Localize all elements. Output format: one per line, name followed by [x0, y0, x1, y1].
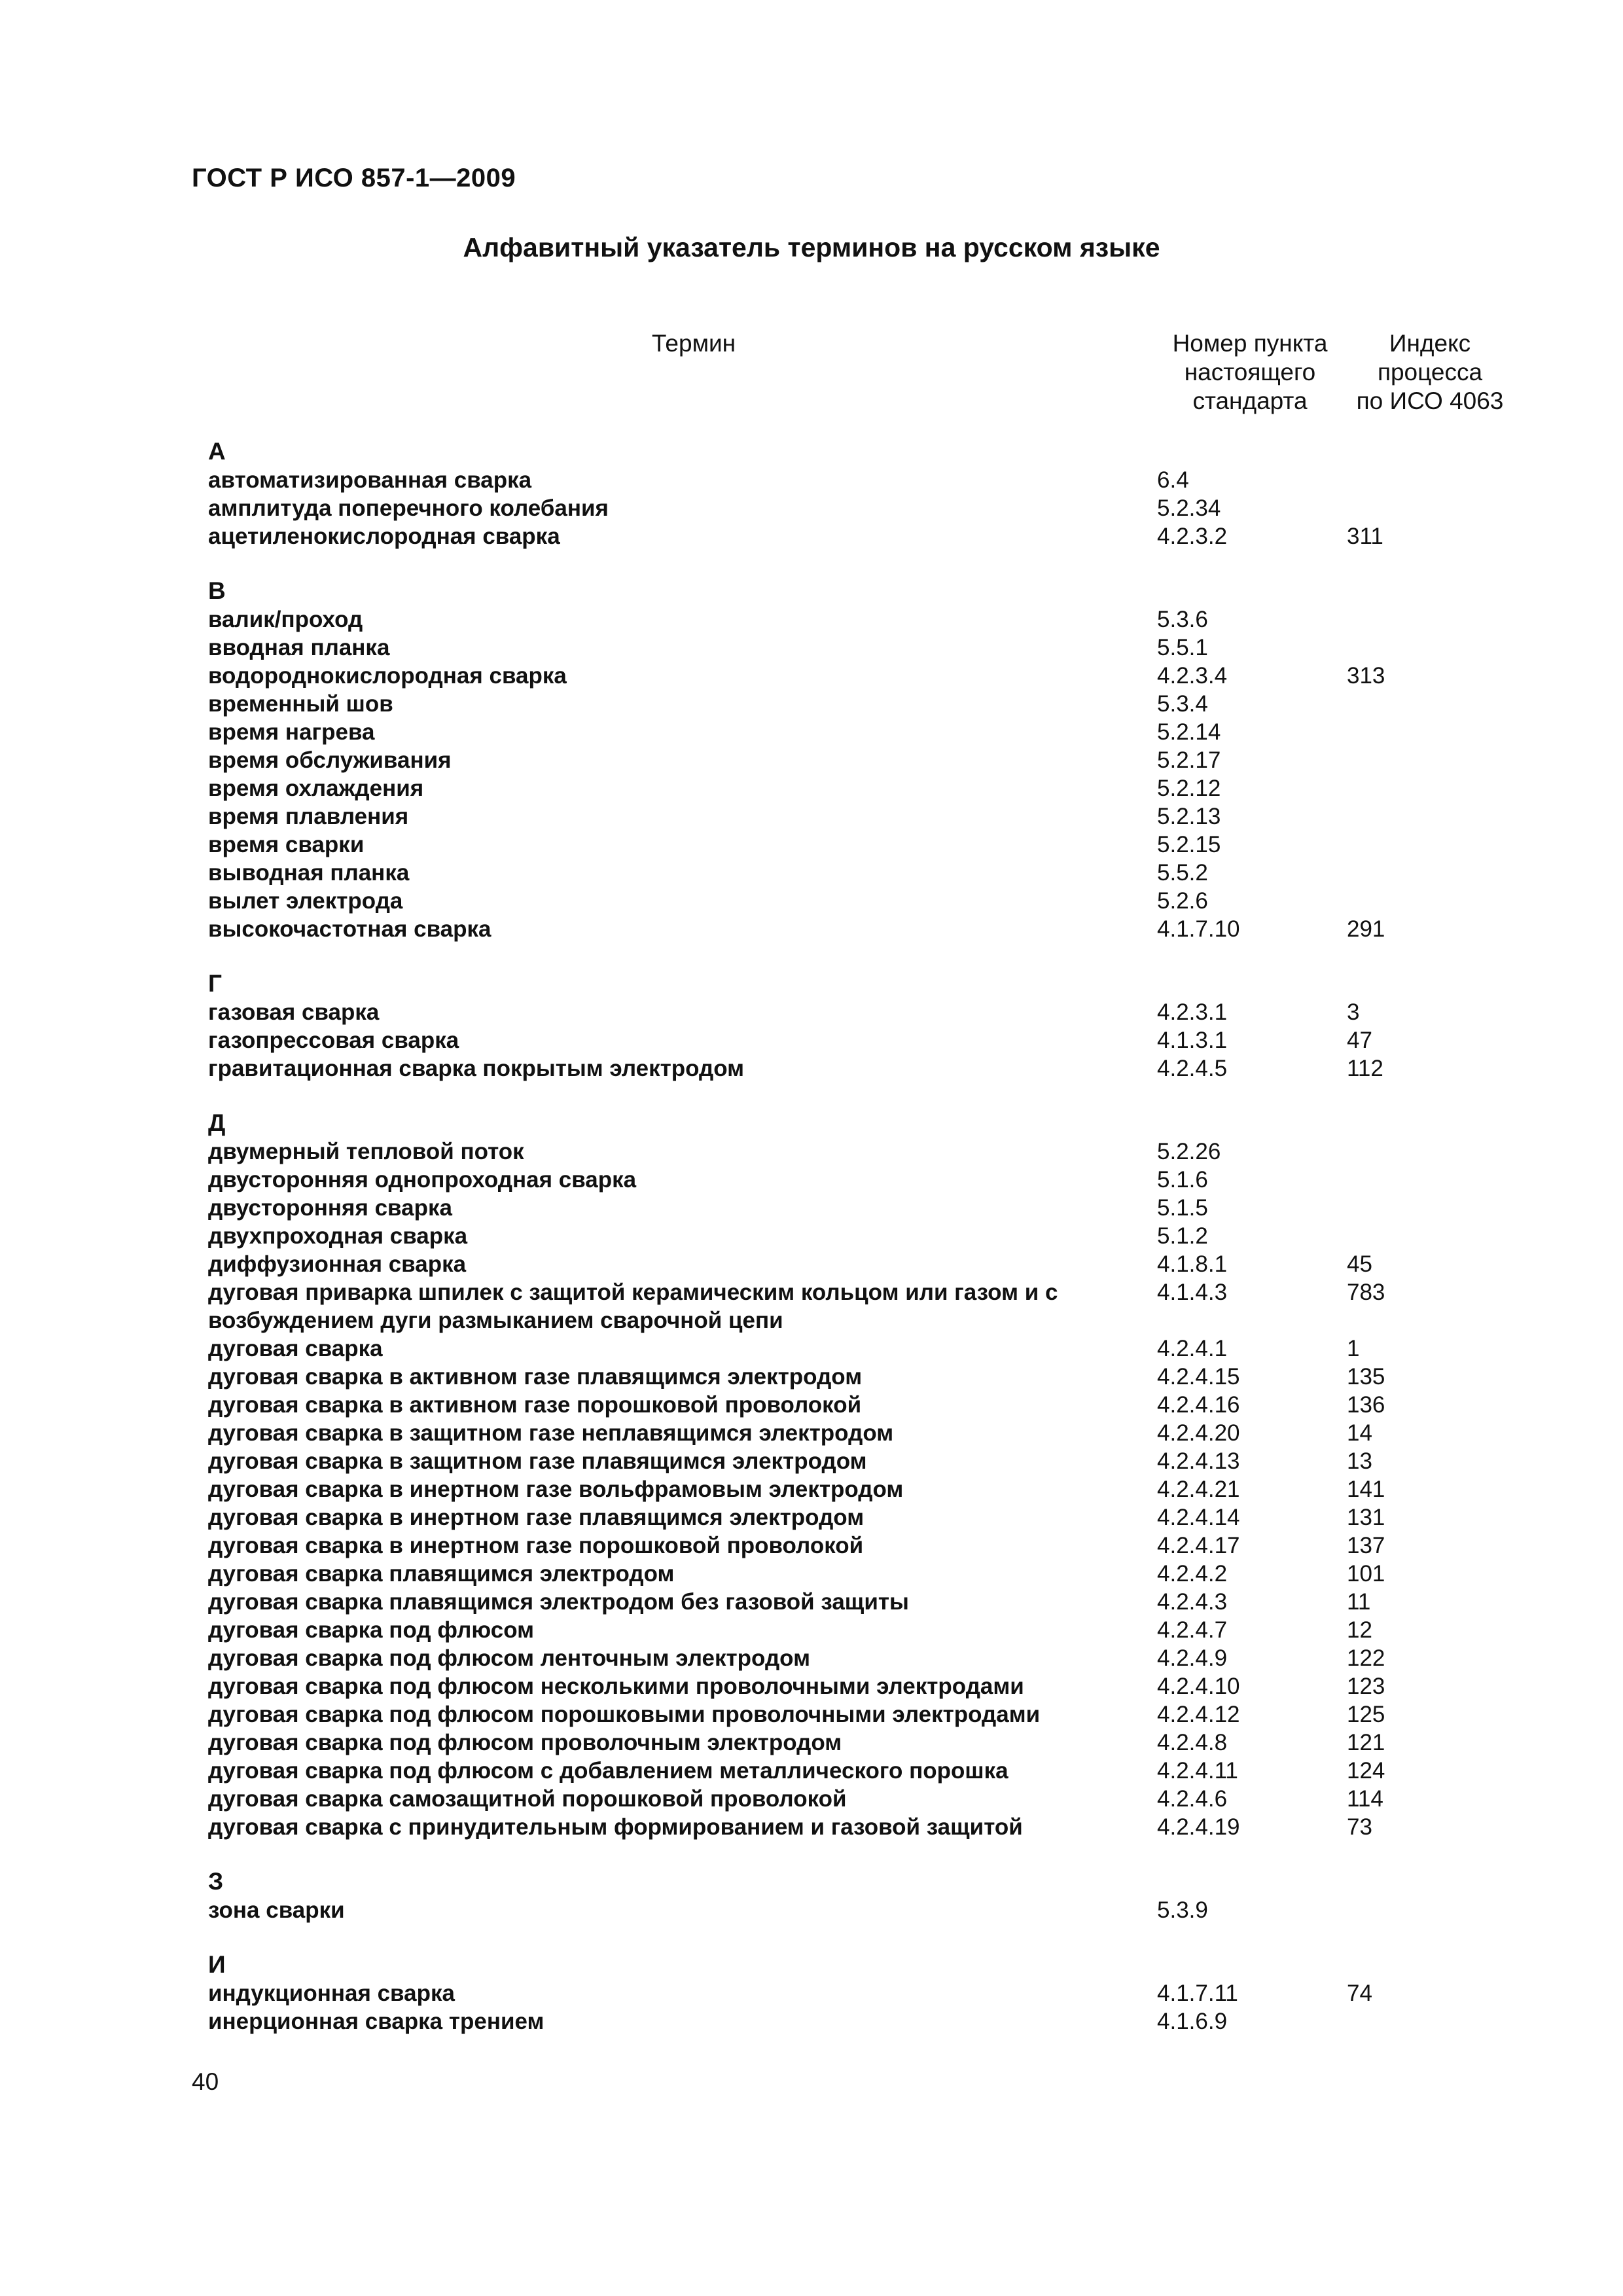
letter-heading: З — [208, 1868, 224, 1895]
entry-term: диффузионная сварка — [208, 1251, 467, 1277]
entry-clause-number: 5.5.2 — [1157, 860, 1208, 886]
entry-process-index: 122 — [1347, 1645, 1385, 1671]
index-entry-row — [208, 859, 1543, 887]
entry-clause-number: 4.2.4.13 — [1157, 1448, 1240, 1474]
entry-clause-number: 4.2.4.16 — [1157, 1392, 1240, 1418]
entry-term: газовая сварка — [208, 999, 380, 1025]
entry-clause-number: 4.2.3.2 — [1157, 524, 1228, 549]
entry-process-index: 14 — [1347, 1420, 1372, 1446]
index-entry-row — [208, 1813, 1543, 1841]
page-title: Алфавитный указатель терминов на русском языке — [463, 232, 1160, 262]
entry-term: инерционная сварка трением — [208, 2009, 544, 2034]
entry-clause-number: 4.2.4.11 — [1157, 1758, 1238, 1784]
column-header-index-line: по ИСО 4063 — [1356, 387, 1504, 414]
term-index-list — [208, 437, 1543, 2062]
entry-term: дуговая сварка самозащитной порошковой проволокой — [208, 1786, 847, 1812]
index-entry-row — [208, 2007, 1543, 2036]
entry-term: двусторонняя сварка — [208, 1195, 452, 1221]
index-entry-row — [208, 802, 1543, 831]
index-entry-row — [208, 1672, 1543, 1700]
entry-clause-number: 4.2.4.6 — [1157, 1786, 1228, 1812]
entry-term: индукционная сварка — [208, 1981, 455, 2006]
entry-term: дуговая сварка под флюсом ленточным электродом — [208, 1645, 810, 1671]
entry-term: валик/проход — [208, 607, 363, 632]
entry-term: дуговая сварка — [208, 1336, 383, 1361]
entry-process-index: 45 — [1347, 1251, 1372, 1277]
index-entry-row — [208, 1475, 1543, 1503]
entry-term: дуговая сварка с принудительным формированием и газовой защитой — [208, 1814, 1023, 1840]
index-entry-row — [208, 831, 1543, 859]
entry-clause-number: 4.2.4.12 — [1157, 1702, 1240, 1727]
entry-process-index: 47 — [1347, 1028, 1372, 1053]
entry-process-index: 136 — [1347, 1392, 1385, 1418]
entry-clause-number: 4.1.7.10 — [1157, 916, 1240, 942]
entry-clause-number: 4.2.4.5 — [1157, 1056, 1228, 1081]
entry-process-index: 112 — [1347, 1056, 1383, 1081]
entry-clause-number: 4.2.4.1 — [1157, 1336, 1228, 1361]
entry-clause-number: 5.1.6 — [1157, 1167, 1208, 1193]
index-entry-row — [208, 746, 1543, 774]
entry-clause-number: 5.2.15 — [1157, 832, 1221, 857]
index-entry-row — [208, 1363, 1543, 1391]
entry-term: дуговая приварка шпилек с защитой керамическим кольцом или газом и с возбуждением дуги размыканием сварочной цепи — [208, 1280, 1058, 1333]
entry-term: дуговая сварка в защитном газе плавящимся электродом — [208, 1448, 867, 1474]
entry-clause-number: 4.1.4.3 — [1157, 1280, 1228, 1305]
entry-term: дуговая сварка в инертном газе вольфрамовым электродом — [208, 1477, 904, 1502]
entry-process-index: 291 — [1347, 916, 1385, 942]
index-entry-row — [208, 1729, 1543, 1757]
entry-process-index: 137 — [1347, 1533, 1385, 1558]
entry-clause-number: 4.2.4.8 — [1157, 1730, 1228, 1755]
entry-term: ацетиленокислородная сварка — [208, 524, 560, 549]
entry-clause-number: 5.2.34 — [1157, 495, 1221, 521]
entry-term: дуговая сварка под флюсом порошковыми проволочными электродами — [208, 1702, 1041, 1727]
entry-term: высокочастотная сварка — [208, 916, 491, 942]
entry-process-index: 125 — [1347, 1702, 1385, 1727]
entry-term: время нагрева — [208, 719, 375, 745]
index-entry-row — [208, 1026, 1543, 1054]
entry-term: дуговая сварка в активном газе плавящимся электродом — [208, 1364, 863, 1390]
entry-term: зона сварки — [208, 1897, 345, 1923]
entry-clause-number: 4.2.4.9 — [1157, 1645, 1228, 1671]
letter-group — [208, 1867, 1543, 1924]
entry-clause-number: 4.1.7.11 — [1157, 1981, 1238, 2006]
entry-clause-number: 6.4 — [1157, 467, 1189, 493]
entry-process-index: 11 — [1347, 1589, 1371, 1615]
index-entry-row — [208, 774, 1543, 802]
column-header-clause-number — [1152, 329, 1348, 416]
index-entry-row — [208, 1250, 1543, 1278]
index-entry-row — [208, 1560, 1543, 1588]
entry-process-index: 123 — [1347, 1674, 1385, 1699]
entry-clause-number: 4.1.3.1 — [1157, 1028, 1228, 1053]
entry-term: выводная планка — [208, 860, 410, 886]
index-entry-row — [208, 1979, 1543, 2007]
index-entry-row — [208, 1616, 1543, 1644]
entry-process-index: 124 — [1347, 1758, 1385, 1784]
letter-group — [208, 969, 1543, 1083]
entry-process-index: 121 — [1347, 1730, 1385, 1755]
entry-process-index: 313 — [1347, 663, 1385, 689]
index-entry-row — [208, 1532, 1543, 1560]
entry-term: время сварки — [208, 832, 365, 857]
entry-clause-number: 5.3.4 — [1157, 691, 1208, 717]
letter-heading: А — [208, 438, 226, 465]
index-entry-row — [208, 690, 1543, 718]
entry-term: дуговая сварка под флюсом несколькими проволочными электродами — [208, 1674, 1024, 1699]
index-entry-row — [208, 1785, 1543, 1813]
index-entry-row — [208, 1278, 1543, 1335]
column-header-clause-line: стандарта — [1192, 387, 1308, 414]
letter-group — [208, 437, 1543, 550]
entry-term: дуговая сварка под флюсом — [208, 1617, 535, 1643]
index-entry-row — [208, 1896, 1543, 1924]
entry-clause-number: 4.2.4.17 — [1157, 1533, 1240, 1558]
index-entry-row — [208, 1391, 1543, 1419]
index-entry-row — [208, 634, 1543, 662]
letter-group — [208, 1950, 1543, 2036]
entry-clause-number: 5.2.17 — [1157, 747, 1221, 773]
entry-process-index: 783 — [1347, 1280, 1385, 1305]
entry-process-index: 1 — [1347, 1336, 1360, 1361]
index-entry-row — [208, 998, 1543, 1026]
entry-clause-number: 5.1.2 — [1157, 1223, 1208, 1249]
entry-clause-number: 4.2.4.21 — [1157, 1477, 1240, 1502]
entry-term: водороднокислородная сварка — [208, 663, 567, 689]
index-entry-row — [208, 1503, 1543, 1532]
entry-term: дуговая сварка плавящимся электродом без газовой защиты — [208, 1589, 909, 1615]
document-header: ГОСТ Р ИСО 857-1—2009 — [192, 164, 516, 192]
index-entry-row — [208, 1644, 1543, 1672]
entry-clause-number: 4.2.4.20 — [1157, 1420, 1240, 1446]
index-entry-row — [208, 1419, 1543, 1447]
entry-term: двумерный тепловой поток — [208, 1139, 524, 1164]
index-entry-row — [208, 1447, 1543, 1475]
letter-group — [208, 577, 1543, 943]
entry-clause-number: 5.2.13 — [1157, 804, 1221, 829]
column-header-index-line: процесса — [1377, 359, 1483, 386]
letter-heading: И — [208, 1951, 226, 1978]
index-entry-row — [208, 1335, 1543, 1363]
index-entry-row — [208, 494, 1543, 522]
entry-term: дуговая сварка под флюсом проволочным электродом — [208, 1730, 842, 1755]
index-entry-row — [208, 887, 1543, 915]
entry-term: дуговая сварка в защитном газе неплавящимся электродом — [208, 1420, 894, 1446]
letter-heading: Д — [208, 1109, 226, 1136]
entry-term: дуговая сварка в активном газе порошковой проволокой — [208, 1392, 862, 1418]
entry-clause-number: 5.2.12 — [1157, 776, 1221, 801]
index-entry-row — [208, 522, 1543, 550]
entry-clause-number: 4.1.8.1 — [1157, 1251, 1228, 1277]
entry-clause-number: 4.2.4.19 — [1157, 1814, 1240, 1840]
index-entry-row — [208, 1757, 1543, 1785]
index-entry-row — [208, 1222, 1543, 1250]
column-header-term: Термин — [651, 330, 736, 357]
entry-clause-number: 5.2.26 — [1157, 1139, 1221, 1164]
entry-term: вводная планка — [208, 635, 390, 660]
index-entry-row — [208, 605, 1543, 634]
entry-clause-number: 4.2.4.15 — [1157, 1364, 1240, 1390]
entry-clause-number: 5.2.6 — [1157, 888, 1208, 914]
entry-clause-number: 4.2.3.4 — [1157, 663, 1228, 689]
index-entry-row — [208, 1138, 1543, 1166]
entry-term: время охлаждения — [208, 776, 424, 801]
index-entry-row — [208, 1588, 1543, 1616]
entry-term: дуговая сварка в инертном газе плавящимся электродом — [208, 1505, 865, 1530]
entry-term: дуговая сварка плавящимся электродом — [208, 1561, 675, 1587]
entry-process-index: 13 — [1347, 1448, 1372, 1474]
entry-process-index: 12 — [1347, 1617, 1372, 1643]
index-entry-row — [208, 662, 1543, 690]
entry-term: гравитационная сварка покрытым электродом — [208, 1056, 745, 1081]
entry-process-index: 3 — [1347, 999, 1360, 1025]
entry-clause-number: 4.2.4.7 — [1157, 1617, 1228, 1643]
entry-clause-number: 5.3.9 — [1157, 1897, 1208, 1923]
entry-term: дуговая сварка в инертном газе порошковой проволокой — [208, 1533, 864, 1558]
entry-process-index: 135 — [1347, 1364, 1385, 1390]
entry-process-index: 101 — [1347, 1561, 1385, 1587]
entry-term: автоматизированная сварка — [208, 467, 532, 493]
entry-process-index: 73 — [1347, 1814, 1372, 1840]
entry-process-index: 141 — [1347, 1477, 1385, 1502]
index-entry-row — [208, 915, 1543, 943]
entry-term: двусторонняя однопроходная сварка — [208, 1167, 637, 1193]
index-entry-row — [208, 1054, 1543, 1083]
entry-clause-number: 4.2.4.2 — [1157, 1561, 1228, 1587]
entry-process-index: 131 — [1347, 1505, 1385, 1530]
index-entry-row — [208, 1166, 1543, 1194]
entry-term: амплитуда поперечного колебания — [208, 495, 609, 521]
letter-group — [208, 1109, 1543, 1841]
index-entry-row — [208, 718, 1543, 746]
index-entry-row — [208, 466, 1543, 494]
entry-term: двухпроходная сварка — [208, 1223, 468, 1249]
entry-term: время обслуживания — [208, 747, 452, 773]
entry-clause-number: 4.2.3.1 — [1157, 999, 1228, 1025]
entry-process-index: 74 — [1347, 1981, 1372, 2006]
entry-term: дуговая сварка под флюсом с добавлением металлического порошка — [208, 1758, 1008, 1784]
letter-heading: Г — [208, 970, 222, 997]
entry-term: временный шов — [208, 691, 393, 717]
entry-clause-number: 4.2.4.3 — [1157, 1589, 1228, 1615]
entry-clause-number: 5.1.5 — [1157, 1195, 1208, 1221]
entry-clause-number: 5.5.1 — [1157, 635, 1208, 660]
entry-term: газопрессовая сварка — [208, 1028, 459, 1053]
column-header-clause-line: настоящего — [1184, 359, 1316, 386]
index-entry-row — [208, 1194, 1543, 1222]
entry-process-index: 114 — [1347, 1786, 1383, 1812]
letter-heading: В — [208, 577, 226, 604]
entry-clause-number: 5.2.14 — [1157, 719, 1221, 745]
page-number: 40 — [192, 2068, 219, 2095]
entry-term: время плавления — [208, 804, 409, 829]
entry-clause-number: 4.1.6.9 — [1157, 2009, 1228, 2034]
entry-term: вылет электрода — [208, 888, 403, 914]
index-entry-row — [208, 1700, 1543, 1729]
column-header-index-line: Индекс — [1389, 330, 1471, 357]
entry-clause-number: 4.2.4.14 — [1157, 1505, 1240, 1530]
column-header-clause-line: Номер пункта — [1172, 330, 1328, 357]
entry-clause-number: 4.2.4.10 — [1157, 1674, 1240, 1699]
column-header-process-index — [1335, 329, 1525, 416]
entry-clause-number: 5.3.6 — [1157, 607, 1208, 632]
entry-process-index: 311 — [1347, 524, 1383, 549]
